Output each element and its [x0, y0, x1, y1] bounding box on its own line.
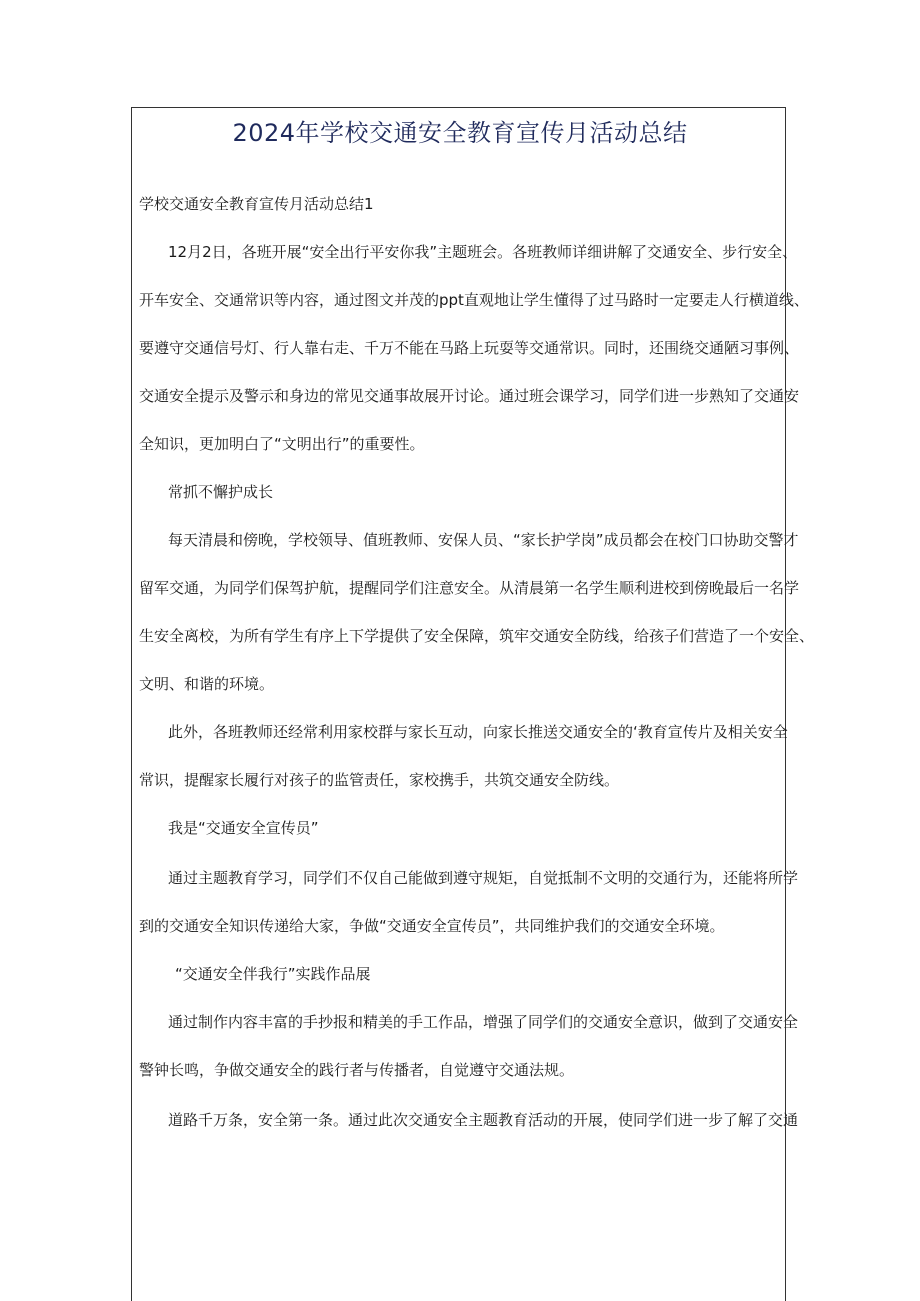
- paragraph-line: 每天清晨和傍晚，学校领导、值班教师、安保人员、“家长护学岗”成员都会在校门口协助交警才: [168, 531, 799, 549]
- paragraph-line: 到的交通安全知识传递给大家，争做“交通安全宣传员”，共同维护我们的交通安全环境。: [139, 917, 725, 935]
- paragraph-line: 警钟长鸣，争做交通安全的践行者与传播者，自觉遵守交通法规。: [139, 1061, 575, 1079]
- paragraph-line: 全知识，更加明白了“文明出行”的重要性。: [139, 435, 425, 453]
- paragraph-line: 通过主题教育学习，同学们不仅自己能做到遵守规矩，自觉抵制不文明的交通行为，还能将所学: [168, 869, 799, 887]
- paragraph-line: 留军交通，为同学们保驾护航，提醒同学们注意安全。从清晨第一名学生顺利进校到傍晚最后一名学: [139, 579, 800, 597]
- paragraph-line: 此外，各班教师还经常利用家校群与家长互动，向家长推送交通安全的‘教育宣传片及相关安全: [168, 723, 788, 741]
- paragraph-line: 交通安全提示及警示和身边的常见交通事故展开讨论。通过班会课学习，同学们进一步熟知了交通安: [139, 387, 800, 405]
- subheading: 常抓不懈护成长: [168, 483, 274, 501]
- subheading: 我是“交通安全宣传员”: [168, 819, 319, 837]
- paragraph-line: 文明、和谐的环境。: [139, 675, 275, 693]
- paragraph-line: 生安全离校，为所有学生有序上下学提供了安全保障，筑牢交通安全防线，给孩子们营造了一个安全、: [139, 627, 815, 645]
- paragraph-line: 通过制作内容丰富的手抄报和精美的手工作品，增强了同学们的交通安全意识，做到了交通安全: [168, 1013, 799, 1031]
- section-heading: 学校交通安全教育宣传月活动总结1: [139, 195, 374, 213]
- paragraph-line: 要遵守交通信号灯、行人靠右走、千万不能在马路上玩耍等交通常识。同时，还围绕交通陋习事例、: [139, 339, 800, 357]
- paragraph-line: 常识，提醒家长履行对孩子的监管责任，家校携手，共筑交通安全防线。: [139, 771, 620, 789]
- paragraph-line: 开车安全、交通常识等内容，通过图文并茂的ppt直观地让学生懂得了过马路时一定要走人行横道线、: [139, 291, 809, 309]
- paragraph-line: 12月2日，各班开展“安全出行平安你我”主题班会。各班教师详细讲解了交通安全、步行安全、: [168, 243, 798, 261]
- document-title: 2024年学校交通安全教育宣传月活动总结: [232, 119, 688, 147]
- subheading: “交通安全伴我行”实践作品展: [175, 965, 371, 983]
- paragraph-line: 道路千万条，安全第一条。通过此次交通安全主题教育活动的开展，使同学们进一步了解了交通: [168, 1111, 799, 1129]
